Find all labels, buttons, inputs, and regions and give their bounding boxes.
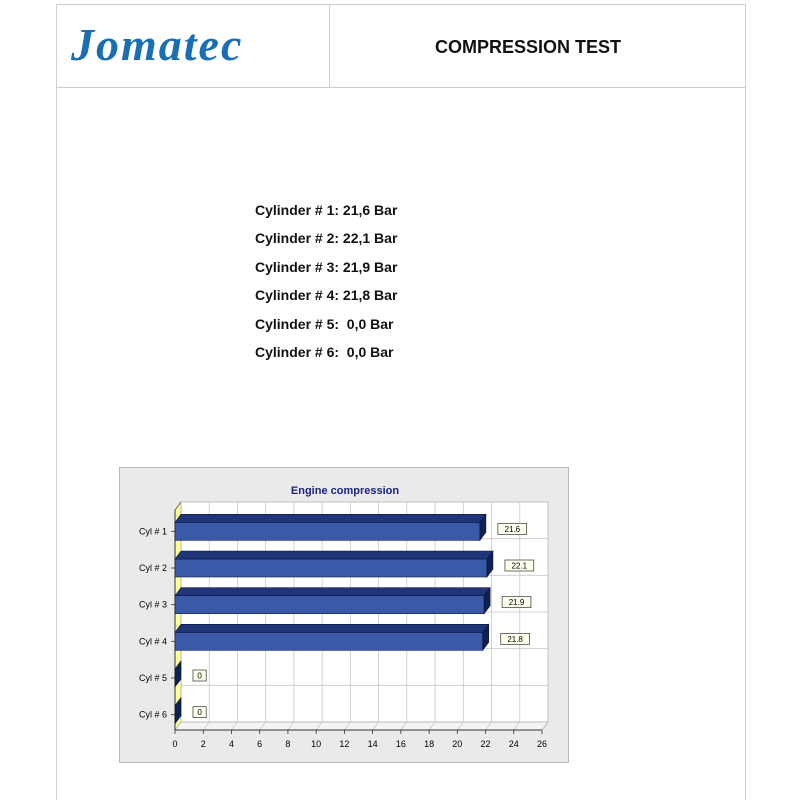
jomatec-logo: Jomatec — [71, 19, 244, 70]
report-title: COMPRESSION TEST — [435, 37, 622, 57]
category-label-2: Cyl # 2 — [138, 563, 167, 573]
x-tick-label: 0 — [172, 739, 178, 749]
engine-compression-chart — [119, 467, 569, 763]
category-label-4: Cyl # 4 — [138, 636, 167, 647]
reading-cylinder-2: Cylinder # 2: 22,1 Bar — [255, 230, 398, 247]
reading-cylinder-1: Cylinder # 1: 21,6 Bar — [255, 202, 398, 218]
reading-cylinder-4: Cylinder # 4: 21,8 Bar — [255, 287, 398, 304]
data-label-5: 0 — [197, 671, 202, 681]
logo-cell — [57, 5, 330, 87]
category-label-5: Cyl # 5 — [138, 673, 167, 683]
x-tick-label: 18 — [424, 739, 435, 749]
data-label-6: 0 — [197, 708, 202, 718]
reading-cylinder-3: Cylinder # 3: 21,9 Bar — [255, 258, 398, 275]
category-label-6: Cyl # 6 — [138, 709, 167, 720]
reading-cylinder-5: Cylinder # 5: 0,0 Bar — [255, 315, 394, 332]
bar-front-1 — [175, 522, 480, 540]
chart-svg — [119, 467, 569, 763]
x-tick-label: 6 — [257, 739, 263, 749]
category-label-1: Cyl # 1 — [138, 526, 167, 537]
category-label-3: Cyl # 3 — [138, 599, 167, 610]
data-label-2: 22.1 — [511, 561, 528, 571]
bar-top-2 — [175, 551, 493, 559]
data-label-1: 21.6 — [504, 524, 521, 534]
reading-cylinder-6: Cylinder # 6: 0,0 Bar — [255, 343, 394, 360]
plot-floor — [175, 722, 548, 730]
x-tick-label: 10 — [311, 739, 322, 749]
x-tick-label: 2 — [200, 739, 206, 749]
x-tick-label: 12 — [339, 739, 350, 749]
bar-top-3 — [175, 588, 490, 596]
x-tick-label: 26 — [536, 739, 548, 749]
bar-top-1 — [175, 514, 486, 522]
bar-top-4 — [175, 624, 489, 632]
x-tick-label: 22 — [480, 739, 491, 749]
bar-front-2 — [175, 559, 487, 577]
x-tick-label: 24 — [508, 739, 519, 749]
bar-front-3 — [175, 596, 484, 614]
x-tick-label: 16 — [395, 739, 406, 749]
x-tick-label: 14 — [367, 739, 378, 749]
chart-title: Engine compression — [290, 485, 400, 497]
data-label-4: 21.8 — [507, 634, 523, 644]
x-tick-label: 4 — [228, 739, 234, 749]
report-header — [57, 5, 745, 88]
cylinder-readings — [255, 196, 397, 366]
x-tick-label: 8 — [285, 739, 291, 749]
x-tick-label: 20 — [452, 739, 463, 749]
data-label-3: 21.9 — [508, 598, 525, 608]
bar-front-4 — [175, 632, 483, 650]
